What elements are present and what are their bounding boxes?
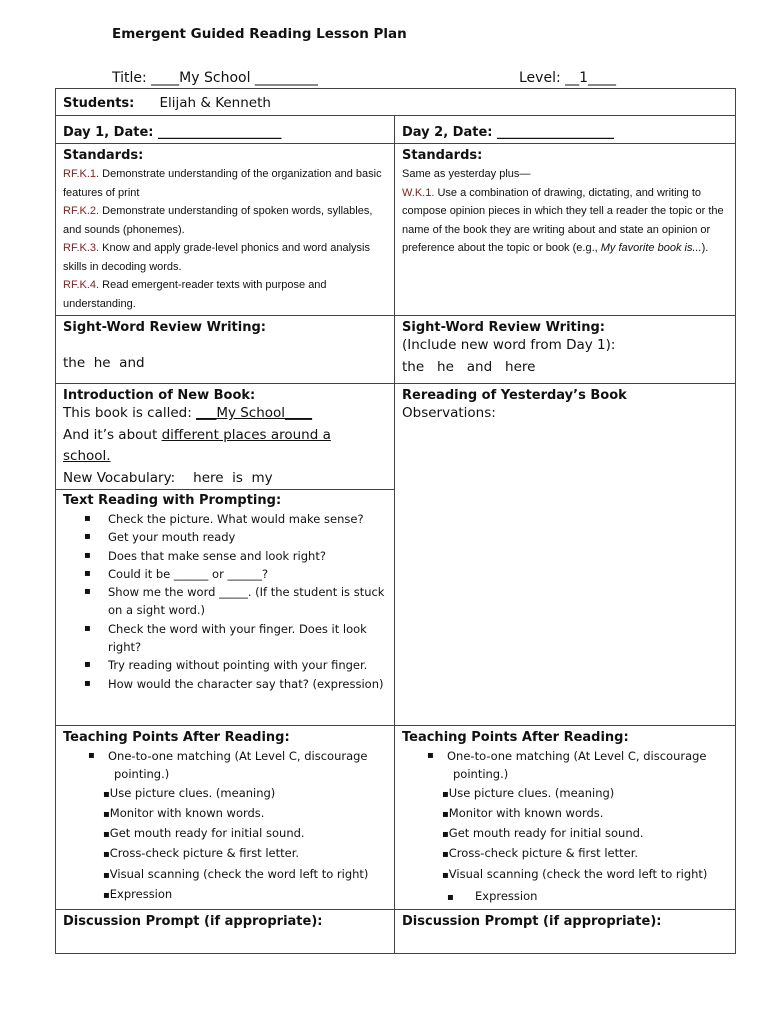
standard-text: Demonstrate understanding of spoken words, syllables, and sounds (phonemes). [63, 205, 373, 236]
list-item: ▪ Monitor with known words. [63, 804, 387, 824]
same-as-yesterday: Same as yesterday plus— [402, 168, 531, 180]
list-item: ▪ Use picture clues. (meaning) [402, 784, 728, 804]
day2-sight-note: (Include new word from Day 1): [402, 337, 616, 353]
day1-sight-word-label: Sight-Word Review Writing: [63, 320, 266, 335]
new-vocabulary [63, 468, 387, 490]
observations-label: Observations: [402, 405, 496, 421]
day1-standards-list [63, 165, 387, 313]
list-item: ▪ Get your mouth ready [108, 528, 387, 546]
standard-item [63, 276, 387, 313]
standard-code: RF.K.4. [63, 279, 100, 291]
day2-standards-label: Standards: [402, 148, 483, 163]
list-item: ▪ Cross-check picture & first letter. [402, 844, 728, 864]
day2-sight-word-cell [395, 316, 736, 384]
prompting-list [63, 510, 387, 693]
standard-item [63, 165, 387, 202]
day2-standards-cell [395, 144, 736, 316]
day2-standards-body [402, 165, 728, 258]
list-item: ▪ One-to-one matching (At Level C, discourage pointing.) [63, 747, 387, 784]
students-row [56, 89, 736, 116]
intro-new-book-label: Introduction of New Book: [63, 388, 256, 403]
day2-date-label: Day 2, Date: __________________ [402, 125, 614, 140]
standard-code: RF.K.1. [63, 168, 100, 180]
book-title-line: Title: ____My School _________ [112, 70, 318, 86]
day1-date-label: Day 1, Date: ___________________ [63, 125, 282, 140]
list-item: ▪ Get mouth ready for initial sound. [402, 824, 728, 844]
day2-teaching-list [402, 747, 728, 907]
standard-text: Demonstrate understanding of the organization and basic features of print [63, 168, 382, 199]
day2-reread-cell [395, 384, 736, 726]
list-item: ▪ Cross-check picture & first letter. [63, 844, 387, 864]
day1-discussion-cell [56, 910, 395, 954]
students-label: Students: [63, 96, 135, 111]
day1-sight-words: the he and [63, 355, 145, 371]
day1-standards-cell [56, 144, 395, 316]
standard-text: Know and apply grade-level phonics and word analysis skills in decoding words. [63, 242, 370, 273]
document-title: Emergent Guided Reading Lesson Plan [112, 26, 407, 42]
list-item: ▪ Visual scanning (check the word left to right) [402, 865, 728, 885]
list-item: ▪ Monitor with known words. [402, 804, 728, 824]
list-item: ▪ Expression [447, 889, 538, 904]
list-item: ▪ How would the character say that? (expression) [108, 675, 387, 693]
book-about-value: different places around a [161, 426, 331, 443]
vocab-words: here is my [193, 469, 273, 486]
level-line: Level: __1____ [519, 70, 617, 86]
book-called: This book is called: ___My School____ [63, 405, 313, 421]
list-item: ▪ Show me the word _____. (If the student is stuck on a sight word.) [108, 583, 387, 620]
standard-code: RF.K.3. [63, 242, 100, 254]
text-reading-prompting-label: Text Reading with Prompting: [63, 493, 282, 508]
list-item: ▪ Get mouth ready for initial sound. [63, 824, 387, 844]
list-item: ▪ Use picture clues. (meaning) [63, 784, 387, 804]
day1-teaching-list [63, 747, 387, 905]
standard-text: Use a combination of drawing, dictating, and writing to compose opinion pieces in which they tell a reader the topic or the name of the book they are writing about and state an opinion or preference about the topic or book (e.g., [402, 186, 724, 254]
day2-discussion-cell [395, 910, 736, 954]
standard-item [402, 184, 728, 258]
day2-teaching-cell [395, 726, 736, 910]
standard-item [63, 239, 387, 276]
day2-sight-word-label: Sight-Word Review Writing: [402, 320, 605, 335]
standard-item [63, 202, 387, 239]
day1-new-book-cell [56, 384, 395, 726]
vocab-label: New Vocabulary: [63, 469, 176, 486]
standard-text: Read emergent-reader texts with purpose and understanding. [63, 279, 327, 310]
standard-end: ). [701, 242, 709, 254]
standard-example: My favorite book is... [600, 242, 702, 254]
list-item: ▪ Check the picture. What would make sense? [108, 510, 387, 528]
standard-code: RF.K.2. [63, 205, 100, 217]
students-value: Elijah & Kenneth [159, 95, 271, 111]
lesson-plan-table [55, 88, 736, 954]
day2-date-cell [395, 116, 736, 144]
day2-sight-words: the he and here [402, 358, 536, 375]
day2-discussion-label: Discussion Prompt (if appropriate): [402, 914, 662, 930]
rereading-label: Rereading of Yesterday’s Book [402, 388, 627, 403]
day1-teaching-label: Teaching Points After Reading: [63, 730, 290, 745]
list-item: ▪ Does that make sense and look right? [108, 547, 387, 565]
standard-code: W.K.1. [402, 186, 435, 199]
list-item: ▪ Try reading without pointing with your finger. [108, 656, 387, 674]
book-called-value: ___My School____ [196, 405, 313, 421]
day1-date-cell [56, 116, 395, 144]
day1-standards-label: Standards: [63, 148, 144, 163]
list-item: ▪ Could it be ______ or ______? [108, 565, 387, 583]
book-about-value-cont: school. [63, 448, 111, 464]
list-item: ▪ Check the word with your finger. Does it look right? [108, 620, 387, 657]
day1-teaching-cell [56, 726, 395, 910]
list-item: ▪ Visual scanning (check the word left to right) [63, 865, 387, 885]
list-item: ▪ One-to-one matching (At Level C, discourage pointing.) [402, 747, 728, 784]
day1-sight-word-cell [56, 316, 395, 384]
list-item: ▪ Expression [63, 885, 387, 905]
day1-discussion-label: Discussion Prompt (if appropriate): [63, 914, 323, 930]
day2-teaching-label: Teaching Points After Reading: [402, 730, 629, 745]
book-about: And it’s about different places around a [63, 426, 331, 443]
